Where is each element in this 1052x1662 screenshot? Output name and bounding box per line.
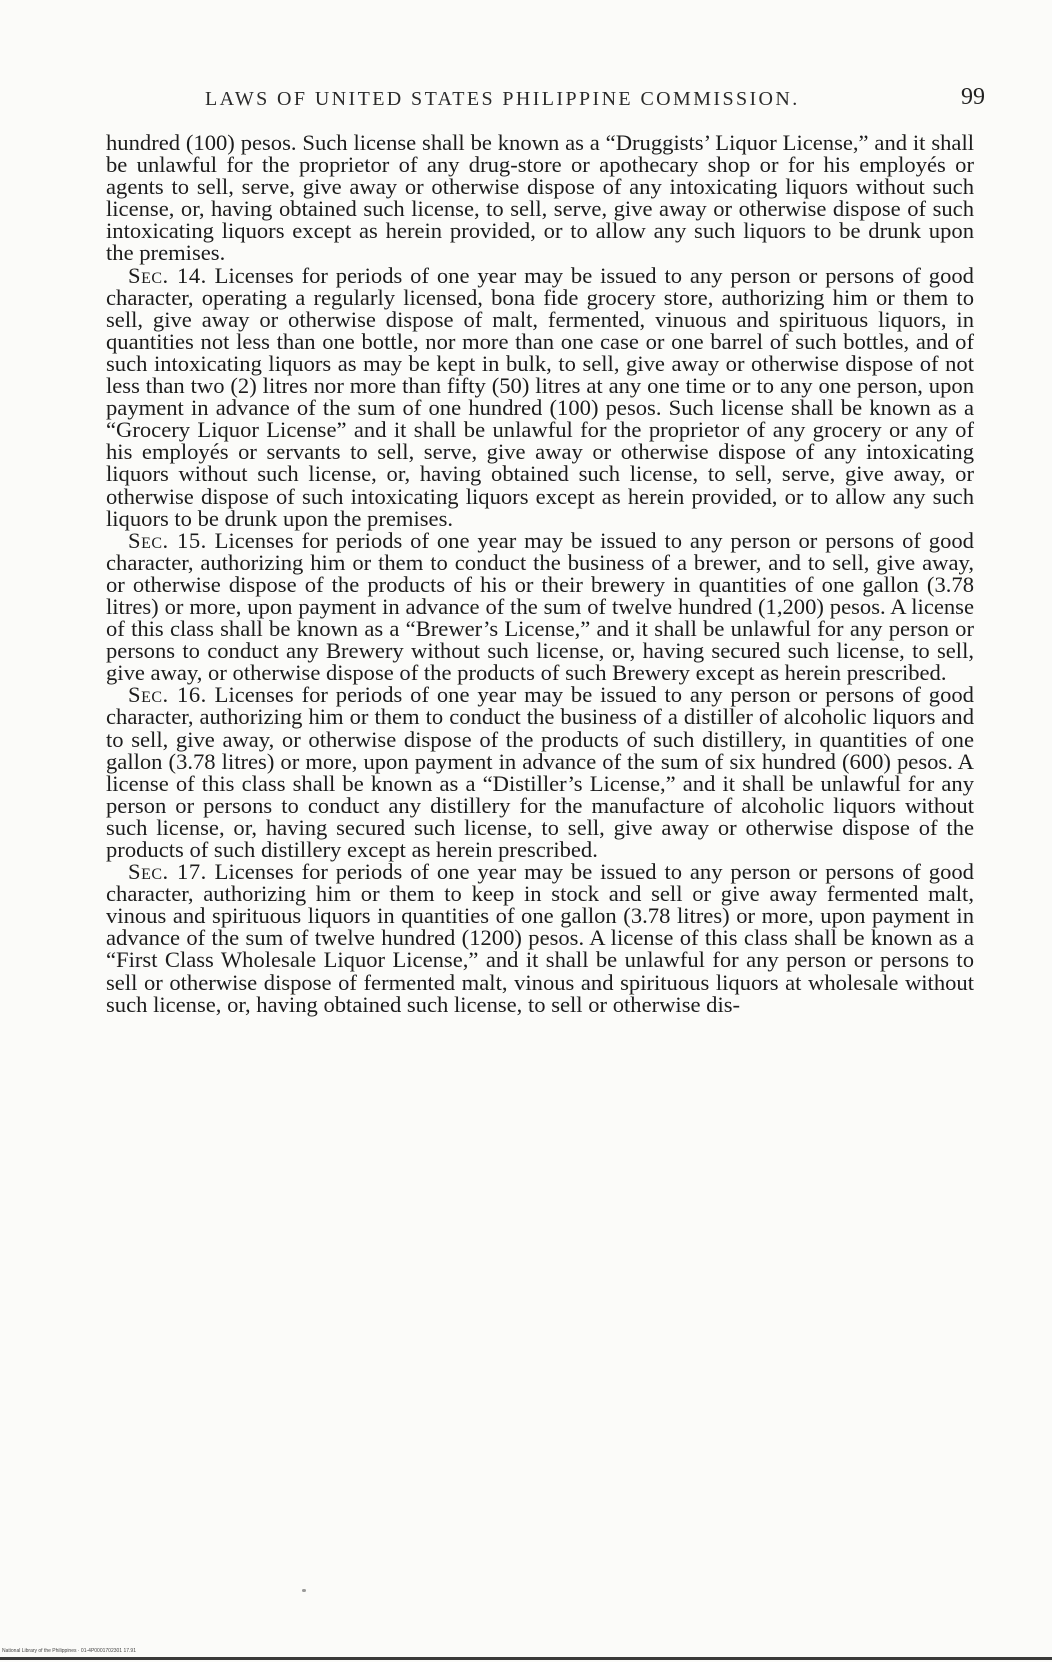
section-17 <box>106 861 974 1016</box>
footer-rule <box>0 1657 1052 1660</box>
section-label: Sec. 15. <box>128 527 207 553</box>
footer-credit: National Library of the Philippines · 01-4P0001702301 17.91 <box>2 1648 136 1654</box>
section-label: Sec. 16. <box>128 682 207 708</box>
section-15 <box>106 527 974 686</box>
section-14 <box>106 262 974 531</box>
section-text: Licenses for periods of one year may be issued to any person or persons of good character, authorizing him or them to conduct the business of a brewer, and to sell, give away, or otherwise dispose of the products of his or their brewery in quantities of one gallon (3.78 litres) or more, upon payment in advance of the sum of twelve hundred (1,200) pesos. A license of this class shall be known as a “Brewer’s License,” and it shall be unlawful for any person or persons to conduct any Brewery without such license, or, having secured such license, to sell, give away, or otherwise dispose of the products of such Brewery except as herein prescribed. <box>106 527 974 686</box>
paragraph-text: hundred (100) pesos. Such license shall be known as a “Druggists’ Liquor License,” and it shall be unlawful for the proprietor of any drug-store or apothecary shop or for his employés or agents to sell, serve, give away or otherwise dispose of any intoxicating liquors without such license, or, having obtained such license, to sell, serve, give away or otherwise dispose of such intoxicating liquors except as herein provided, or to allow any such liquors to be drunk upon the premises. <box>106 130 974 266</box>
section-text: Licenses for periods of one year may be issued to any person or persons of good character, operating a regularly licensed, bona fide grocery store, authorizing him or them to sell, give away or otherwise dispose of malt, fermented, vinuous and spirituous liquors, in quantities not less than one bottle, nor more than one case or one barrel of such bottles, and of such intoxicating liquors as may be kept in bulk, to sell, give away or otherwise dispose of not less than two (2) litres nor more than fifty (50) litres at any one time or to any one person, upon payment in advance of the sum of one hundred (100) pesos. Such license shall be known as a “Grocery Liquor License” and it shall be unlawful for the proprietor of any grocery or any of his employés or servants to sell, serve, give away or otherwise dispose of any intoxicating liquors without such license, or, having obtained such license, to sell, serve, give away, or otherwise dispose of such intoxicating liquors except as herein provided, or to allow any such liquors to be drunk upon the premises. <box>106 262 974 531</box>
scan-speck <box>302 1589 306 1592</box>
body-text <box>106 132 974 1016</box>
section-label: Sec. 14. <box>128 262 207 288</box>
section-label: Sec. 17. <box>128 859 207 885</box>
running-title: LAWS OF UNITED STATES PHILIPPINE COMMISSION. <box>205 88 800 110</box>
section-16 <box>106 684 974 861</box>
page-number: 99 <box>961 84 985 110</box>
section-text: Licenses for periods of one year may be issued to any person or persons of good character, authorizing him or them to conduct the business of a distiller of alcoholic liquors and to sell, give away, or otherwise dispose of the products of such distillery, in quantities of one gallon (3.78 litres) or more, upon payment in advance of the sum of six hundred (600) pesos. A license of this class shall be known as a “Distiller’s License,” and it shall be unlawful for any person or persons to conduct any distillery for the manufacture of alcoholic liquors without such license, or, having secured such license, to sell, give away or otherwise dispose of the products of such distillery except as herein prescribed. <box>106 682 974 862</box>
section-text: Licenses for periods of one year may be issued to any person or persons of good character, authorizing him or them to keep in stock and sell or give away fermented malt, vinous and spirituous liquors in quantities of one gallon (3.78 litres) or more, upon payment in advance of the sum of twelve hundred (1200) pesos. A license of this class shall be known as a “First Class Wholesale Liquor License,” and it shall be unlawful for any person or persons to sell or otherwise dispose of fermented malt, vinous and spirituous liquors at wholesale without such license, or, having obtained such license, to sell or otherwise dis- <box>106 859 974 1017</box>
paragraph-continuation <box>106 132 974 265</box>
running-head <box>205 84 985 114</box>
